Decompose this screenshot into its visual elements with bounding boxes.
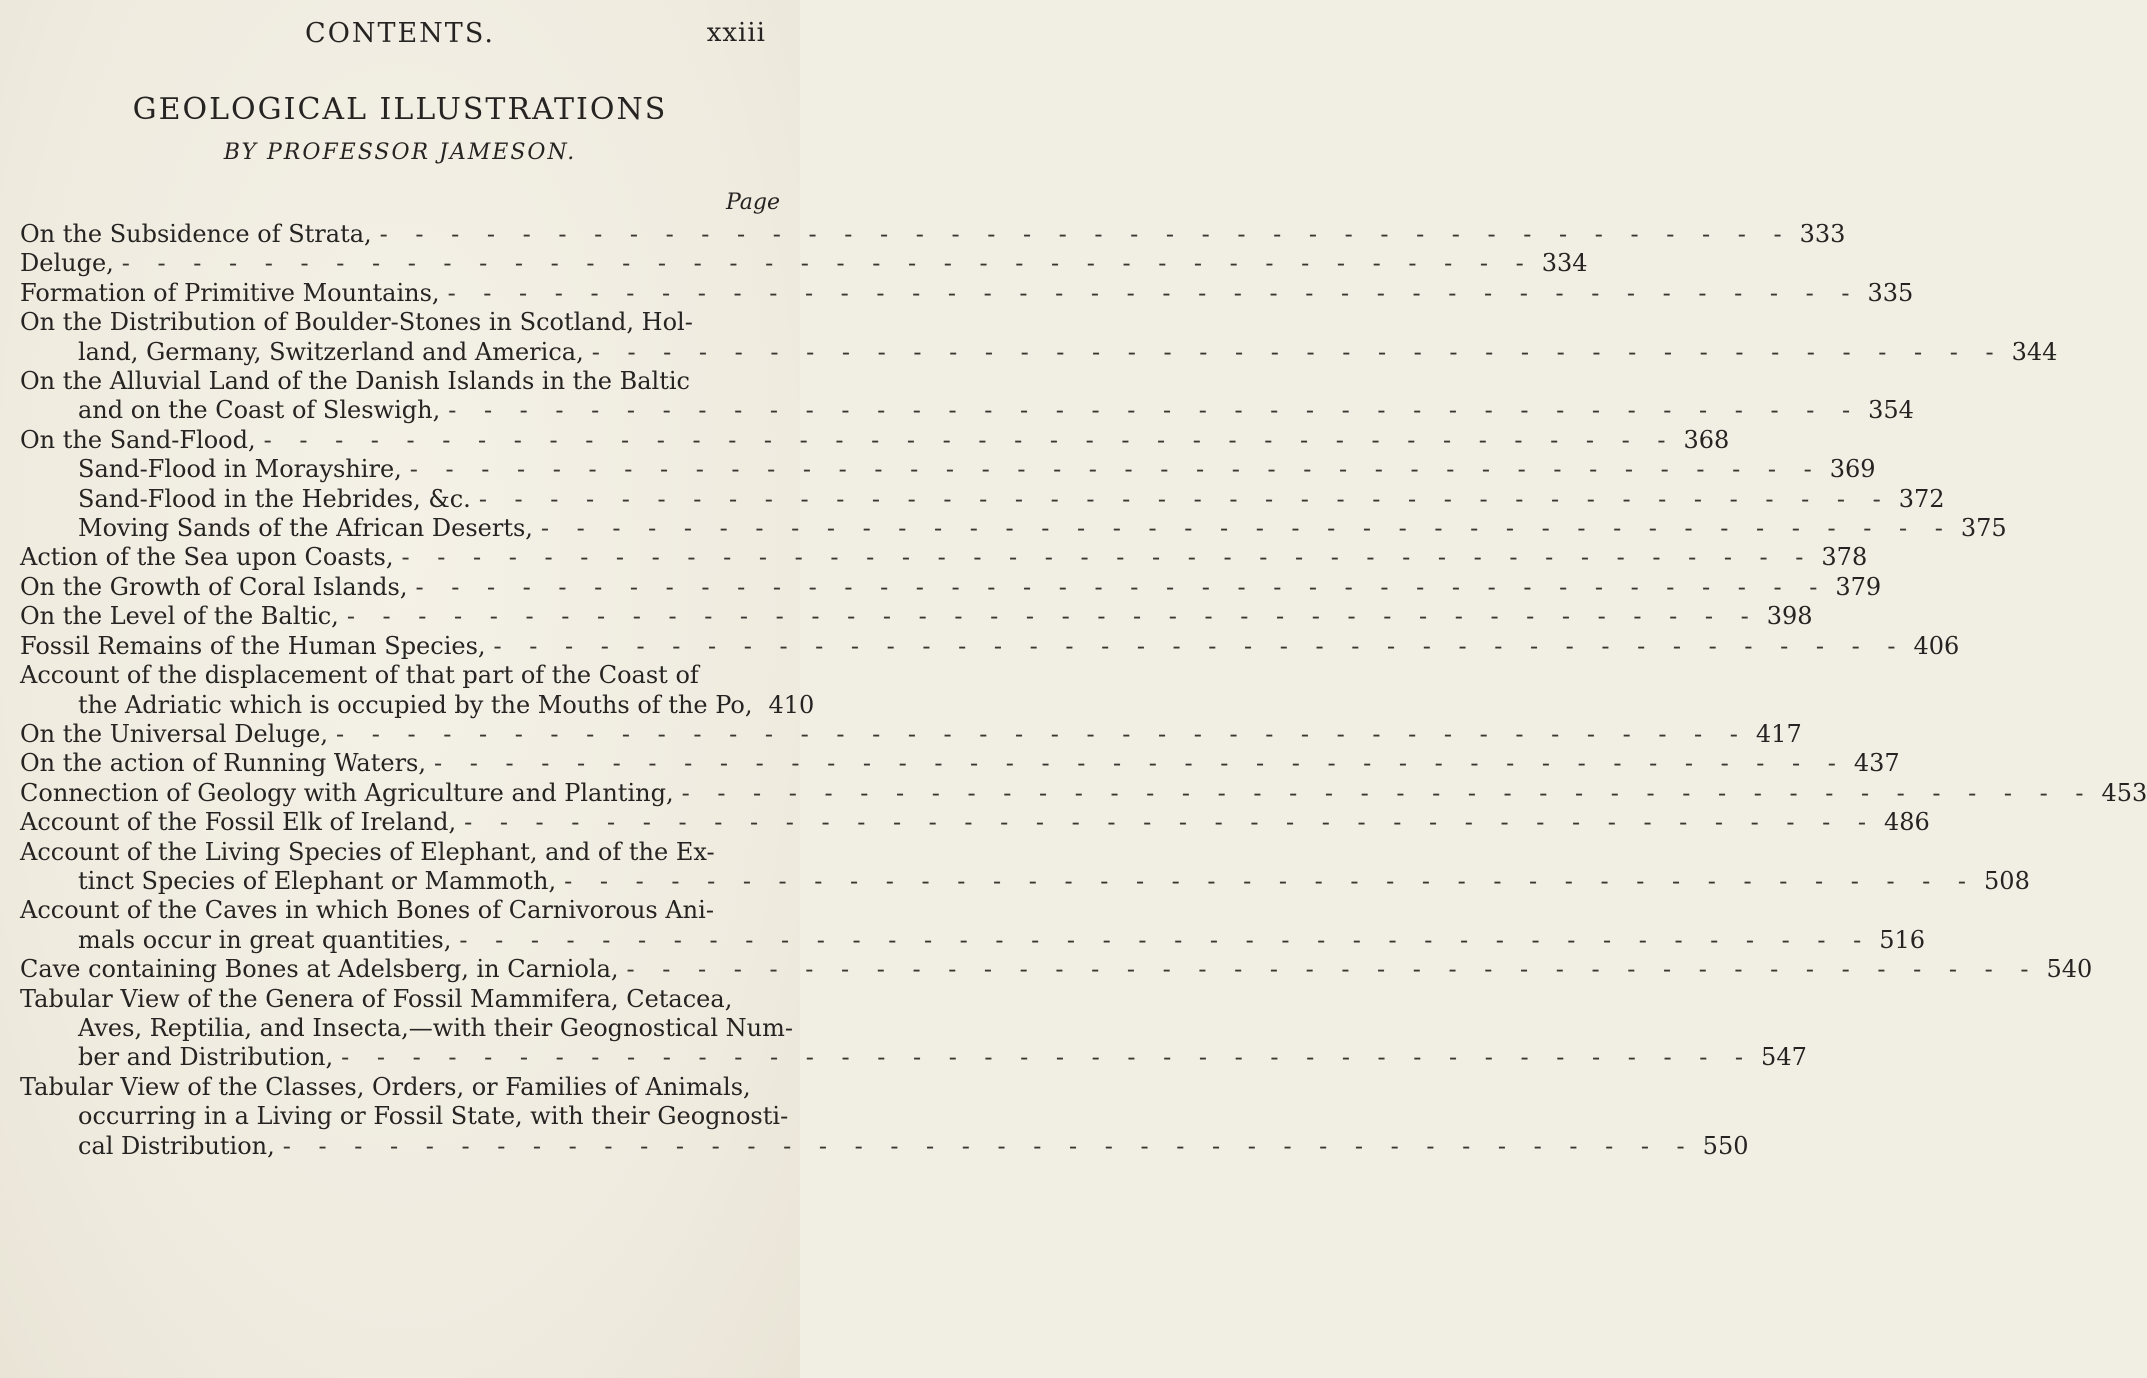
leader-dots	[122, 249, 1534, 278]
entry-line	[20, 1013, 793, 1043]
entry-line	[20, 661, 782, 690]
entry-page-number: 379	[1835, 572, 1882, 601]
leader-dots	[592, 338, 2004, 367]
section-subtitle: BY PROFESSOR JAMESON.	[223, 140, 577, 165]
entry-line	[20, 838, 782, 867]
entry-line	[20, 1102, 789, 1131]
contents-entry	[20, 955, 2093, 984]
entry-page-number: 417	[1755, 719, 1802, 748]
entry-title: mals occur in great quantities,	[78, 925, 452, 954]
leader-dots	[380, 220, 1792, 249]
contents-entry	[20, 249, 1588, 278]
entry-title: Sand-Flood in Morayshire,	[78, 455, 402, 484]
page-folio: xxiii	[706, 18, 766, 48]
contents-entry	[20, 602, 1813, 631]
entry-line	[20, 631, 1960, 661]
leader-dots	[627, 955, 2039, 984]
entry-title: Deluge,	[20, 249, 114, 278]
leader-dots	[402, 543, 1814, 572]
entry-title: Tabular View of the Classes, Orders, or Families of Animals,	[20, 1072, 751, 1101]
leader-dots	[682, 779, 2094, 808]
entry-title: On the Distribution of Boulder-Stones in Scotland, Hol-	[20, 308, 693, 337]
entry-line	[20, 249, 1588, 278]
leader-dots	[494, 632, 1906, 661]
leader-dots	[341, 1043, 1753, 1072]
leader-dots	[283, 1132, 1695, 1161]
contents-entry	[20, 631, 1960, 661]
entry-title: On the action of Running Waters,	[20, 749, 426, 778]
entry-title: On the Alluvial Land of the Danish Islands in the Baltic	[20, 367, 690, 396]
entry-title: cal Distribution,	[78, 1131, 275, 1160]
entry-line	[20, 602, 1813, 631]
entry-title: Tabular View of the Genera of Fossil Mammifera, Cetacea,	[20, 984, 733, 1013]
entry-title: ber and Distribution,	[78, 1043, 334, 1072]
running-head-title: CONTENTS.	[305, 18, 495, 49]
entry-line	[20, 543, 1868, 572]
entry-title: Fossil Remains of the Human Species,	[20, 631, 486, 660]
entry-page-number: 369	[1829, 455, 1876, 484]
contents-entry	[20, 837, 2030, 897]
entry-title: Sand-Flood in the Hebrides, &c.	[78, 484, 471, 513]
leader-dots	[464, 808, 1876, 837]
entry-page-number: 516	[1879, 925, 1926, 954]
running-head	[0, 18, 800, 58]
entry-page-number: 550	[1702, 1131, 1749, 1160]
entry-title: Cave containing Bones at Adelsberg, in Carniola,	[20, 955, 619, 984]
entry-line	[20, 985, 782, 1014]
entry-line	[20, 955, 2093, 984]
entry-page-number: 437	[1853, 749, 1900, 778]
contents-entry	[20, 719, 1802, 749]
leader-dots	[564, 867, 1976, 896]
entry-title: Moving Sands of the African Deserts,	[78, 514, 533, 543]
entry-line	[20, 896, 782, 925]
entry-line	[20, 925, 1926, 955]
entry-line	[20, 778, 2147, 808]
entry-title: On the Level of the Baltic,	[20, 602, 339, 631]
entry-page-number: 334	[1541, 249, 1588, 278]
page-column-label: Page	[725, 190, 780, 215]
contents-entry	[20, 749, 1900, 778]
entry-line	[20, 1073, 782, 1102]
entry-title: On the Universal Deluge,	[20, 719, 328, 748]
entry-page-number: 410	[768, 690, 815, 719]
entry-line	[20, 308, 782, 337]
contents-list	[20, 220, 2147, 1161]
entry-title: Account of the displacement of that part of the Coast of	[20, 661, 699, 690]
leader-dots	[459, 926, 1871, 955]
contents-entry	[20, 661, 815, 720]
entry-title: On the Growth of Coral Islands,	[20, 572, 408, 601]
section-title: GEOLOGICAL ILLUSTRATIONS	[132, 92, 668, 127]
entry-title: occurring in a Living or Fossil State, with their Geognosti-	[78, 1102, 789, 1131]
entry-page-number: 333	[1799, 220, 1846, 248]
entry-title: tinct Species of Elephant or Mammoth,	[78, 866, 557, 895]
contents-entry	[20, 572, 1882, 602]
leader-dots	[410, 455, 1822, 484]
contents-entry	[20, 308, 2058, 367]
entry-line	[20, 425, 1730, 455]
leader-dots	[415, 573, 1827, 602]
entry-page-number: 486	[1883, 808, 1930, 837]
contents-entry	[20, 1072, 1749, 1161]
entry-page-number: 508	[1984, 866, 2030, 895]
entry-title: On the Sand-Flood,	[20, 425, 256, 454]
entry-title: the Adriatic which is occupied by the Mouths of the Po,	[78, 690, 753, 719]
entry-page-number: 375	[1960, 514, 2007, 543]
entry-page-number: 372	[1898, 484, 1945, 513]
leader-dots	[434, 749, 1846, 778]
entry-line	[20, 749, 1900, 778]
entry-title: Aves, Reptilia, and Insecta,—with their Geognostical Num-	[78, 1013, 793, 1042]
contents-entry	[20, 808, 1930, 837]
entry-line	[20, 396, 1914, 425]
contents-entry	[20, 543, 1868, 572]
entry-line	[20, 866, 2030, 896]
leader-dots	[336, 720, 1748, 749]
entry-line	[20, 455, 1876, 484]
entry-page-number: 368	[1683, 425, 1730, 454]
entry-title: Action of the Sea upon Coasts,	[20, 543, 394, 572]
leader-dots	[264, 426, 1676, 455]
entry-line	[20, 278, 1914, 308]
entry-title: Account of the Living Species of Elephant, and of the Ex-	[20, 837, 715, 866]
leader-dots	[448, 396, 1860, 425]
entry-line	[20, 719, 1802, 749]
entry-page-number: 547	[1761, 1043, 1807, 1072]
entry-line	[20, 367, 782, 396]
entry-line	[20, 484, 1945, 514]
entry-page-number: 453	[2101, 778, 2147, 807]
entry-line	[20, 1131, 1749, 1161]
entry-page-number: 540	[2046, 955, 2093, 984]
contents-entry	[20, 778, 2147, 808]
leader-dots	[448, 279, 1860, 308]
entry-page-number: 335	[1867, 278, 1914, 307]
entry-page-number: 344	[2011, 337, 2058, 366]
entry-line	[20, 337, 2058, 367]
contents-entry	[20, 220, 1846, 249]
contents-entry	[20, 367, 1914, 426]
entry-line	[20, 690, 815, 720]
leader-dots	[347, 602, 1759, 631]
entry-page-number: 354	[1868, 396, 1914, 425]
contents-entry	[20, 896, 1926, 955]
entry-line	[20, 220, 1846, 249]
entry-page-number: 378	[1821, 543, 1868, 572]
contents-entry	[20, 514, 2007, 543]
entry-line	[20, 572, 1882, 602]
contents-entry	[20, 984, 1807, 1073]
entry-title: Account of the Caves in which Bones of Carnivorous Ani-	[20, 896, 714, 925]
contents-entry	[20, 278, 1914, 308]
contents-entry	[20, 484, 1945, 514]
entry-title: Account of the Fossil Elk of Ireland,	[20, 808, 457, 837]
entry-title: and on the Coast of Sleswigh,	[78, 396, 441, 425]
entry-line	[20, 514, 2007, 543]
entry-line	[20, 808, 1930, 837]
entry-title: Formation of Primitive Mountains,	[20, 278, 440, 307]
entry-title: On the Subsidence of Strata,	[20, 220, 372, 248]
leader-dots	[479, 485, 1891, 514]
entry-title: land, Germany, Switzerland and America,	[78, 337, 584, 366]
entry-title: Connection of Geology with Agriculture and Planting,	[20, 778, 674, 807]
entry-page-number: 398	[1766, 602, 1813, 631]
contents-entry	[20, 455, 1876, 484]
leader-dots	[541, 514, 1953, 543]
entry-line	[20, 1043, 1807, 1072]
entry-page-number: 406	[1913, 631, 1960, 660]
contents-entry	[20, 425, 1730, 455]
